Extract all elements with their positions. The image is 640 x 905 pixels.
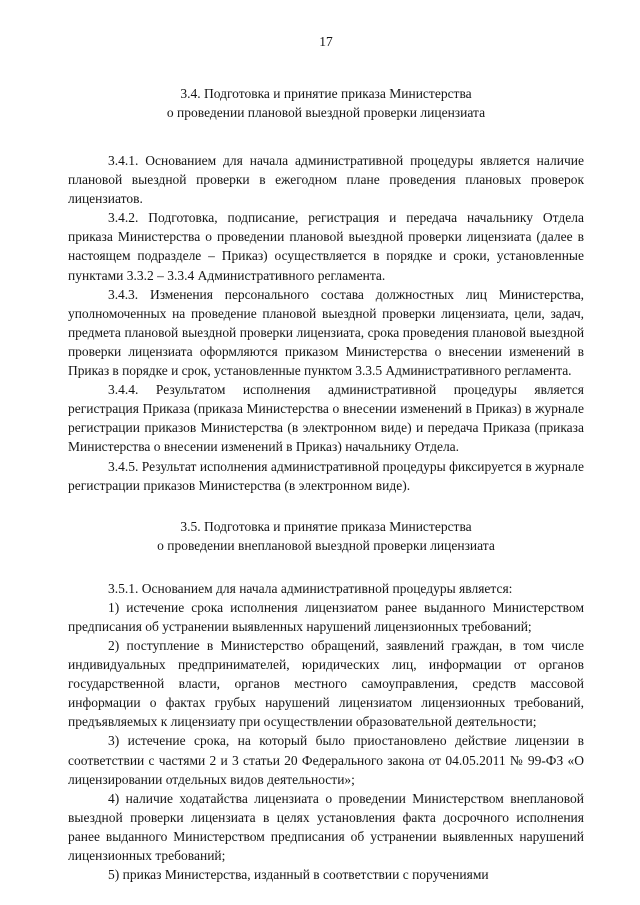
section-heading-3-5 — [68, 517, 584, 555]
list-item-4: 4) наличие ходатайства лицензиата о проведении Министерством внеплановой выездной проверки лицензиата в целях установления факта досрочного исполнения ранее выданного Министерством предписания об устранении выявленных нарушений лицензионных требований; — [68, 790, 584, 863]
section-heading-line: о проведении внеплановой выездной проверки лицензиата — [157, 537, 495, 553]
paragraph-3-4-3: 3.4.3. Изменения персонального состава должностных лиц Министерства, уполномоченных на проведение плановой выездной проверки лицензиата, цели, задач, предмета плановой выездной проверки лицензиата, срока проведения плановой выездной проверки лицензиата оформляются приказом Министерства о внесении изменений в Приказ в порядке и срок, установленные пунктом 3.3.5 Административного регламента. — [68, 286, 584, 379]
list-item-3: 3) истечение срока, на который было приостановлено действие лицензии в соответствии с частями 2 и 3 статьи 20 Федерального закона от 04.05.2011 № 99-ФЗ «О лицензировании отдельных видов деятельности»; — [68, 733, 584, 787]
section-heading-line: 3.4. Подготовка и принятие приказа Министерства — [180, 86, 472, 101]
section-heading-line: 3.5. Подготовка и принятие приказа Министерства — [180, 518, 472, 534]
paragraph-3-4-5: 3.4.5. Результат исполнения административной процедуры фиксируется в журнале регистрации приказов Министерства (в электронном виде). — [68, 458, 584, 493]
section-heading-line: о проведении плановой выездной проверки лицензиата — [166, 105, 486, 120]
paragraph-3-4-1: 3.4.1. Основанием для начала административной процедуры является наличие плановой выездной проверки в ежегодном плане проведения плановых проверок лицензиатов. — [68, 153, 584, 207]
section-heading-3-4 — [68, 84, 584, 122]
list-item-5: 5) приказ Министерства, изданный в соответствии с поручениями — [108, 867, 489, 883]
paragraph-3-4-2: 3.4.2. Подготовка, подписание, регистрация и передача начальнику Отдела приказа Министерства о проведении плановой выездной проверки лицензиата (далее в настоящем подразделе – Приказ) осуществляется в порядке и сроки, установленные пунктами 3.3.2 – 3.3.4 Административного регламента. — [68, 210, 584, 283]
list-item-2: 2) поступление в Министерство обращений, заявлений граждан, в том числе индивидуальных предпринимателей, юридических лиц, информации от органов государственной власти, органов местного самоуправления, средств массовой информации о фактах грубых нарушений лицензиатом лицензионных требований, предъявляемых к лицензиату при осуществлении образовательной деятельности; — [68, 637, 584, 730]
paragraph-3-4-4: 3.4.4. Результатом исполнения административной процедуры является регистрация Приказа (приказа Министерства о внесении изменений в Приказ) в журнале регистрации приказов Министерства (в электронном виде) и передача Приказа (приказа Министерства о внесении изменений в Приказ) начальнику Отдела. — [68, 382, 584, 455]
paragraph-3-5-1: 3.5.1. Основанием для начала административной процедуры является: — [108, 580, 513, 596]
list-item-1: 1) истечение срока исполнения лицензиатом ранее выданного Министерством предписания об устранении выявленных нарушений лицензионных требований; — [68, 599, 584, 634]
page-number: 17 — [319, 34, 333, 49]
